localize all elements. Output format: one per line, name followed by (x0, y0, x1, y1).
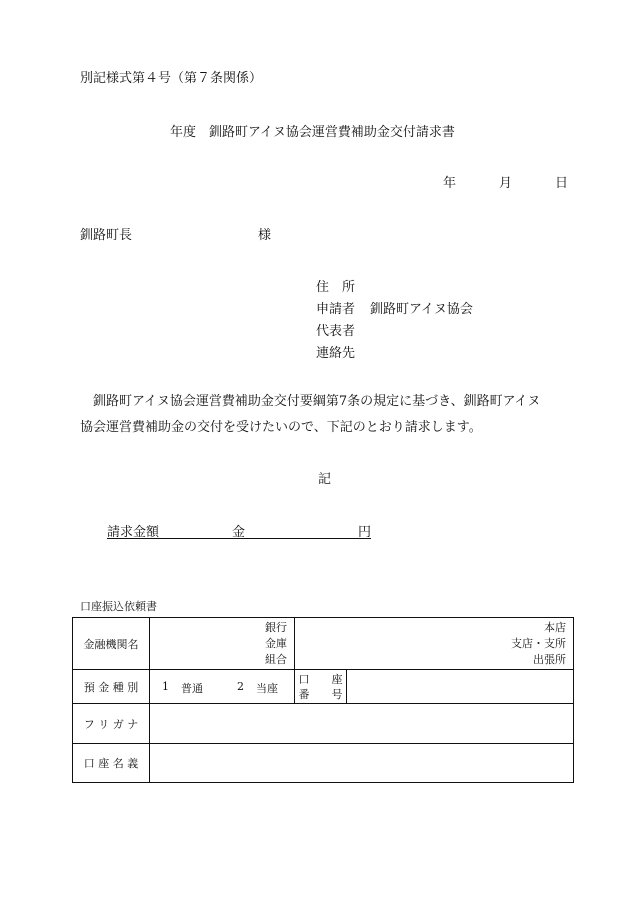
body-text-line-2: 協会運営費補助金の交付を受けたいので、下記のとおり請求します。 (80, 420, 482, 435)
branch-type-shiten: 支店・支所 (511, 636, 566, 650)
branch-type-honten: 本店 (544, 620, 566, 634)
furigana-label: フ リ ガ ナ (73, 704, 150, 744)
row-institution (73, 618, 574, 670)
branch-name-cell[interactable] (295, 618, 574, 670)
institution-name-cell[interactable] (150, 618, 295, 670)
document-title: 年度 釧路町アイヌ協会運営費補助金交付請求書 (170, 125, 455, 140)
date-month: 月 (499, 176, 513, 191)
addressee-honorific: 様 (258, 228, 272, 243)
addressee-name: 釧路町長 (80, 228, 133, 243)
row-furigana (73, 704, 574, 744)
account-number-label-bottom: 番 号 (298, 687, 343, 701)
bank-form-heading: 口座振込依頼書 (80, 600, 157, 613)
address-label: 住 所 (316, 280, 356, 295)
deposit-option-2-number: 2 (237, 680, 244, 693)
representative-label: 代表者 (316, 324, 356, 339)
branch-types (295, 620, 573, 668)
date-day: 日 (555, 176, 569, 191)
body-text-line-1: 釧路町アイヌ協会運営費補助金交付要綱第7条の規定に基づき、釧路町アイヌ (93, 394, 541, 409)
institution-label: 金融機関名 (73, 618, 150, 670)
row-account-name (73, 744, 574, 783)
branch-type-shucchosho: 出張所 (533, 652, 566, 666)
row-deposit-type (73, 670, 574, 704)
bank-transfer-table (72, 617, 574, 783)
applicant-label: 申請者 (316, 302, 356, 317)
deposit-option-1-label[interactable]: 普通 (181, 682, 203, 695)
request-amount-label: 請求金額 (107, 525, 160, 540)
institution-type-kumiai: 組合 (265, 652, 287, 666)
deposit-type-label: 預 金 種 別 (73, 670, 150, 704)
account-number-label-top: 口 座 (298, 672, 343, 686)
institution-types (150, 620, 294, 668)
contact-label: 連絡先 (316, 346, 356, 361)
account-number-label (295, 670, 347, 704)
request-amount-line (107, 521, 371, 539)
institution-type-bank: 銀行 (265, 620, 287, 634)
deposit-option-1-number: 1 (162, 680, 169, 693)
ki-heading: 記 (318, 472, 332, 487)
deposit-option-2-label[interactable]: 当座 (256, 682, 278, 695)
account-name-cell[interactable] (150, 744, 574, 783)
institution-type-kinko: 金庫 (265, 636, 287, 650)
request-amount-yen: 円 (358, 525, 372, 540)
date-year: 年 (443, 176, 457, 191)
form-number: 別記様式第４号（第７条関係） (80, 71, 263, 86)
applicant-name: 釧路町アイヌ協会 (370, 302, 473, 317)
account-name-label: 口 座 名 義 (73, 744, 150, 783)
account-number-cell[interactable] (347, 670, 574, 704)
deposit-type-cell[interactable] (150, 670, 295, 704)
request-amount-kin: 金 (232, 525, 246, 540)
furigana-cell[interactable] (150, 704, 574, 744)
